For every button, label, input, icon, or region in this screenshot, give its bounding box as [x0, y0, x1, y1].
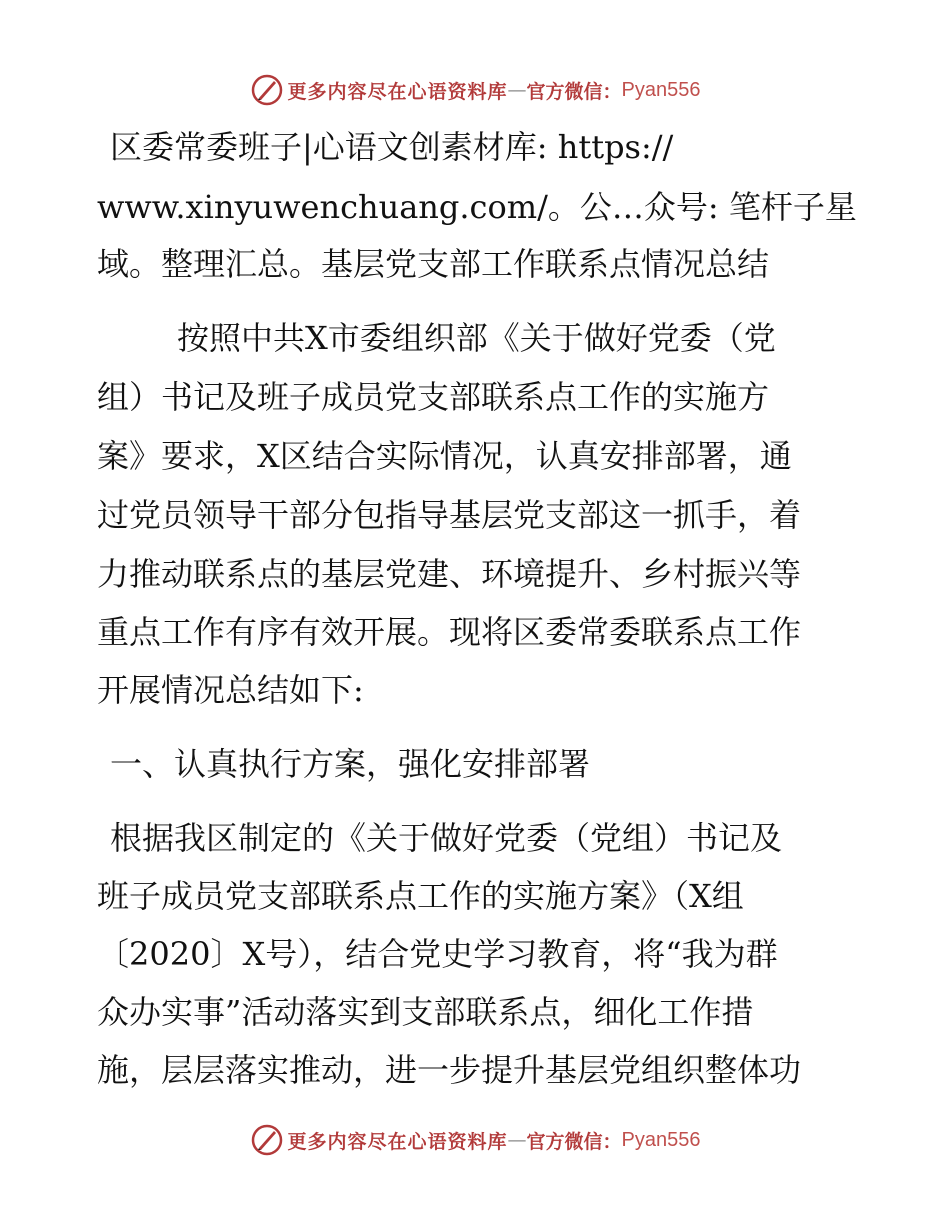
- header-watermark-banner: [0, 70, 950, 110]
- intro-line-5: 力推动联系点的基层党建、环境提升、乡村振兴等: [97, 555, 802, 593]
- intro-line-6: 重点工作有序有效开展。现将区委常委联系点工作: [97, 613, 802, 651]
- banner-label: 官方微信：: [526, 80, 622, 103]
- banner-label: 官方微信：: [526, 1130, 622, 1153]
- title-line-1: 区委常委班子|心语文创素材库: https://: [110, 128, 674, 166]
- section-heading: 一、认真执行方案，强化安排部署: [110, 745, 591, 783]
- title-line-2: www.xinyuwenchuang.com/。公…众号: 笔杆子星: [97, 188, 857, 226]
- section-line-5: 施，层层落实推动，进一步提升基层党组织整体功: [97, 1051, 802, 1089]
- banner-account: Pyan556: [621, 1128, 701, 1151]
- quill-logo-icon: [250, 1123, 284, 1157]
- title-line-3: 域。整理汇总。基层党支部工作联系点情况总结: [97, 245, 770, 283]
- section-line-1: 根据我区制定的《关于做好党委（党组）书记及: [110, 819, 783, 857]
- intro-line-2: 组）书记及班子成员党支部联系点工作的实施方: [97, 378, 770, 416]
- intro-line-4: 过党员领导干部分包指导基层党支部这一抓手，着: [97, 496, 802, 534]
- footer-watermark-banner: [0, 1120, 950, 1160]
- banner-separator: —: [507, 79, 527, 101]
- section-line-3: 〔2020〕X号），结合党史学习教育，将“我为群: [97, 935, 778, 973]
- section-line-4: 众办实事”活动落实到支部联系点，细化工作措: [97, 993, 754, 1031]
- intro-line-1: 按照中共X市委组织部《关于做好党委（党: [177, 319, 776, 357]
- intro-line-7: 开展情况总结如下:: [97, 671, 364, 709]
- intro-line-3: 案》要求，X区结合实际情况，认真安排部署，通: [97, 437, 792, 475]
- banner-separator: —: [507, 1129, 527, 1151]
- banner-text: 更多内容尽在心语资料库: [287, 1130, 508, 1153]
- banner-text: 更多内容尽在心语资料库: [287, 80, 508, 103]
- banner-account: Pyan556: [621, 78, 701, 101]
- quill-logo-icon: [250, 73, 284, 107]
- section-line-2: 班子成员党支部联系点工作的实施方案》（X组: [97, 877, 744, 915]
